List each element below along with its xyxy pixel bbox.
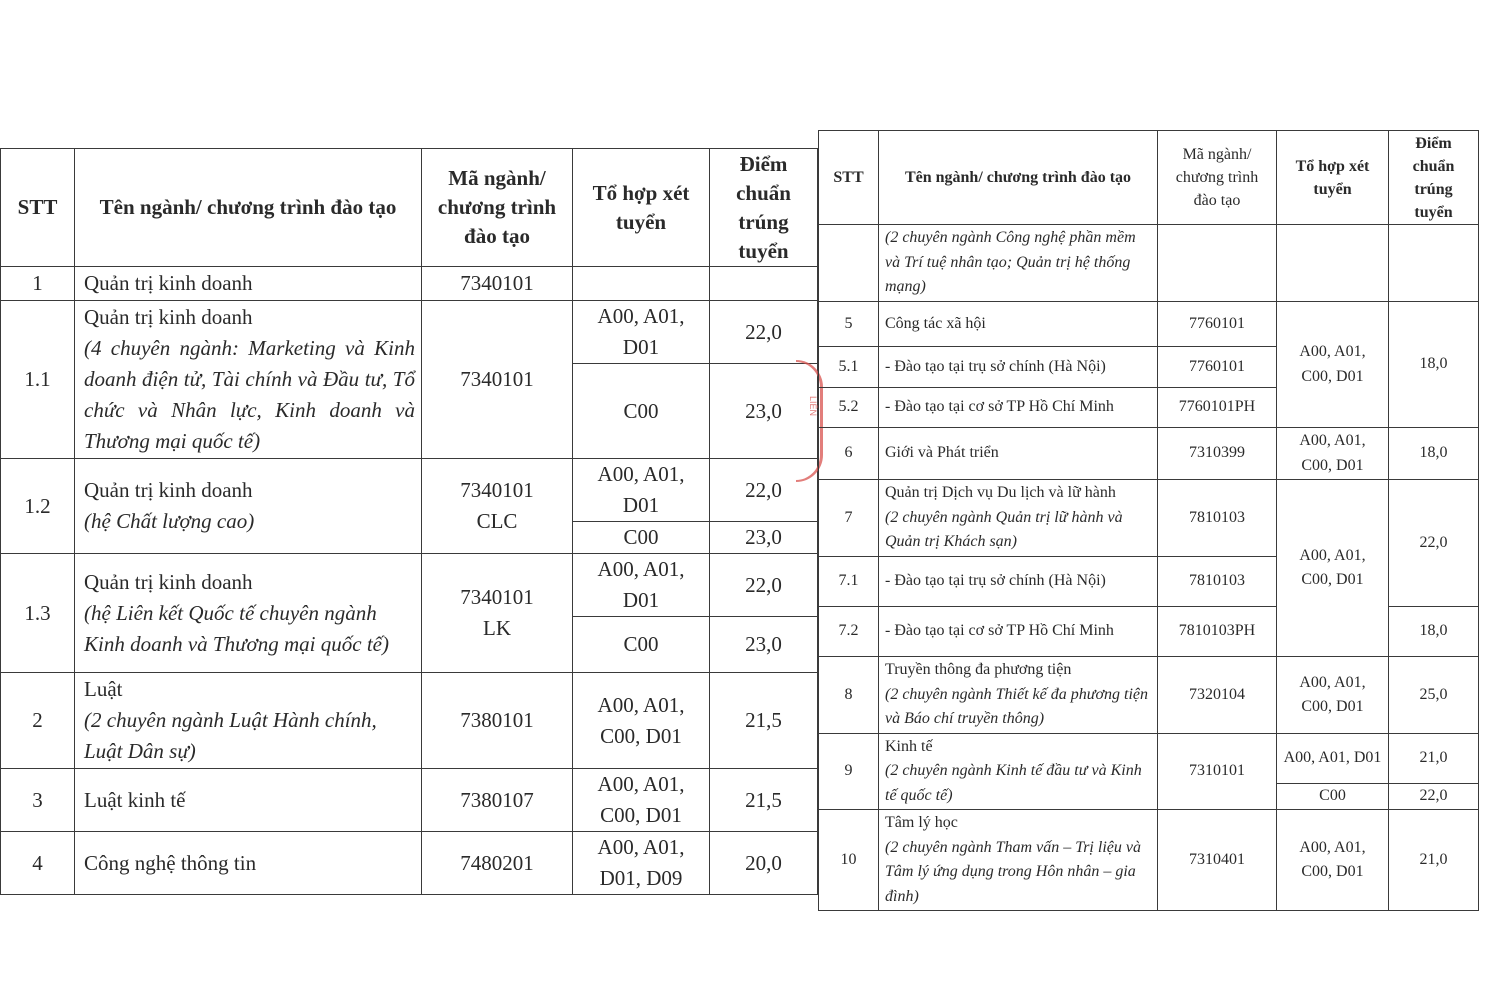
row-stt: 5.1 <box>819 347 879 388</box>
row-combo <box>573 267 710 301</box>
row-name: Quản trị kinh doanh <box>75 267 422 301</box>
header-score: Điểm chuẩn trúng tuyển <box>1389 131 1479 225</box>
row-score: 22,0 <box>710 554 818 617</box>
row-name <box>75 673 422 769</box>
row-combo <box>1277 225 1389 302</box>
program-specializations: (2 chuyên ngành Kinh tế đầu tư và Kinh tế quốc tế) <box>885 762 1142 804</box>
table-row <box>819 302 1479 347</box>
header-code: Mã ngành/ chương trình đào tạo <box>422 149 573 267</box>
table-row <box>819 480 1479 557</box>
row-score: 22,0 <box>710 459 818 522</box>
row-stt: 1.1 <box>1 301 75 459</box>
header-row <box>1 149 818 267</box>
row-code: 7760101PH <box>1158 388 1277 428</box>
program-specializations: (2 chuyên ngành Luật Hành chính, Luật Dân sự) <box>84 708 377 763</box>
program-name: Kinh tế <box>885 737 933 755</box>
row-score <box>1389 225 1479 302</box>
row-name: - Đào tạo tại cơ sở TP Hồ Chí Minh <box>879 607 1158 657</box>
row-stt: 2 <box>1 673 75 769</box>
row-name <box>879 480 1158 557</box>
row-score: 22,0 <box>1389 784 1479 810</box>
row-score: 23,0 <box>710 364 818 459</box>
row-score: 22,0 <box>1389 480 1479 607</box>
row-stt: 8 <box>819 657 879 734</box>
header-combo: Tổ hợp xét tuyển <box>1277 131 1389 225</box>
table-row <box>1 832 818 895</box>
program-name: Quản trị Dịch vụ Du lịch và lữ hành <box>885 484 1116 502</box>
row-score: 23,0 <box>710 522 818 554</box>
row-score: 25,0 <box>1389 657 1479 734</box>
row-combo: A00, A01, D01 <box>1277 734 1389 784</box>
row-name <box>75 554 422 673</box>
row-combo: A00, A01, C00, D01 <box>1277 480 1389 657</box>
row-combo: C00 <box>1277 784 1389 810</box>
table-row <box>1 554 818 617</box>
row-score: 18,0 <box>1389 607 1479 657</box>
row-name <box>879 810 1158 911</box>
row-stt: 1.2 <box>1 459 75 554</box>
row-stt: 7.1 <box>819 557 879 607</box>
row-name: - Đào tạo tại trụ sở chính (Hà Nội) <box>879 347 1158 388</box>
row-code: 7380107 <box>422 769 573 832</box>
header-score: Điểm chuẩn trúng tuyển <box>710 149 818 267</box>
admission-table-right <box>818 130 1479 911</box>
row-code: 7810103 <box>1158 480 1277 557</box>
admission-table-left <box>0 148 818 895</box>
program-specializations: (4 chuyên ngành: Marketing và Kinh doanh điện tử, Tài chính và Đầu tư, Tổ chức và Nhân lực, Kinh doanh và Thương mại quốc tế) <box>84 336 415 453</box>
row-combo: A00, A01, D01 <box>573 301 710 364</box>
row-name: - Đào tạo tại cơ sở TP Hồ Chí Minh <box>879 388 1158 428</box>
header-row <box>819 131 1479 225</box>
program-specializations: (2 chuyên ngành Công nghệ phần mềm và Trí tuệ nhân tạo; Quản trị hệ thống mạng) <box>879 225 1158 302</box>
row-combo: C00 <box>573 364 710 459</box>
row-code: 7760101 <box>1158 302 1277 347</box>
row-code: 7310101 <box>1158 734 1277 810</box>
program-specializations: (hệ Chất lượng cao) <box>84 509 255 533</box>
header-stt: STT <box>1 149 75 267</box>
row-stt: 9 <box>819 734 879 810</box>
table-row <box>819 734 1479 784</box>
program-name: Quản trị kinh doanh <box>84 569 253 594</box>
row-code: 7380101 <box>422 673 573 769</box>
row-code: 7340101 CLC <box>422 459 573 554</box>
row-combo: A00, A01, C00, D01 <box>1277 657 1389 734</box>
row-combo: A00, A01, C00, D01 <box>1277 428 1389 480</box>
row-score: 23,0 <box>710 617 818 673</box>
row-stt: 7 <box>819 480 879 557</box>
row-combo: A00, A01, C00, D01 <box>573 673 710 769</box>
row-combo: A00, A01, C00, D01 <box>1277 302 1389 428</box>
row-score: 18,0 <box>1389 302 1479 428</box>
header-name: Tên ngành/ chương trình đào tạo <box>75 149 422 267</box>
row-combo: A00, A01, D01 <box>573 554 710 617</box>
row-name <box>75 301 422 459</box>
row-combo: A00, A01, C00, D01 <box>1277 810 1389 911</box>
program-name: Luật <box>84 677 123 701</box>
table-row <box>1 769 818 832</box>
row-name: Công nghệ thông tin <box>75 832 422 895</box>
row-name <box>879 734 1158 810</box>
row-stt: 3 <box>1 769 75 832</box>
table-row <box>1 301 818 364</box>
row-code: 7310401 <box>1158 810 1277 911</box>
row-score: 22,0 <box>710 301 818 364</box>
row-name: Công tác xã hội <box>879 302 1158 347</box>
header-combo: Tổ hợp xét tuyển <box>573 149 710 267</box>
row-name <box>75 459 422 554</box>
row-stt: 10 <box>819 810 879 911</box>
row-name <box>879 657 1158 734</box>
row-combo: A00, A01, D01 <box>573 459 710 522</box>
row-stt: 1 <box>1 267 75 301</box>
row-stt: 1.3 <box>1 554 75 673</box>
row-combo: C00 <box>573 617 710 673</box>
table-row <box>819 657 1479 734</box>
row-score: 21,5 <box>710 673 818 769</box>
row-score: 18,0 <box>1389 428 1479 480</box>
table-row <box>1 673 818 769</box>
row-code: 7320104 <box>1158 657 1277 734</box>
table-row <box>819 810 1479 911</box>
header-stt: STT <box>819 131 879 225</box>
program-specializations: (hệ Liên kết Quốc tế chuyên ngành Kinh doanh và Thương mại quốc tế) <box>84 600 389 656</box>
row-stt: 6 <box>819 428 879 480</box>
program-name: Quản trị kinh doanh <box>84 478 253 502</box>
row-name: Luật kinh tế <box>75 769 422 832</box>
table-row <box>819 428 1479 480</box>
row-stt <box>819 225 879 302</box>
header-name: Tên ngành/ chương trình đào tạo <box>879 131 1158 225</box>
table-row <box>1 267 818 301</box>
row-code: 7810103 <box>1158 557 1277 607</box>
stamp-text: LIÊN <box>808 396 818 417</box>
table-row <box>1 459 818 522</box>
row-score: 21,0 <box>1389 734 1479 784</box>
row-stt: 7.2 <box>819 607 879 657</box>
program-specializations: (2 chuyên ngành Tham vấn – Trị liệu và Tâm lý ứng dụng trong Hôn nhân – gia đình) <box>885 838 1141 905</box>
row-code: 7760101 <box>1158 347 1277 388</box>
program-name: Truyền thông đa phương tiện <box>885 661 1072 679</box>
row-code: 7810103PH <box>1158 607 1277 657</box>
row-name: Giới và Phát triển <box>879 428 1158 480</box>
row-score: 21,5 <box>710 769 818 832</box>
row-code: 7340101 <box>422 301 573 459</box>
row-score: 20,0 <box>710 832 818 895</box>
row-code: 7340101 <box>422 267 573 301</box>
row-code: 7480201 <box>422 832 573 895</box>
header-code: Mã ngành/ chương trình đào tạo <box>1158 131 1277 225</box>
row-code <box>1158 225 1277 302</box>
row-stt: 5.2 <box>819 388 879 428</box>
row-combo: A00, A01, C00, D01 <box>573 769 710 832</box>
row-combo: C00 <box>573 522 710 554</box>
row-score <box>710 267 818 301</box>
row-name: - Đào tạo tại trụ sở chính (Hà Nội) <box>879 557 1158 607</box>
row-score: 21,0 <box>1389 810 1479 911</box>
program-name: Tâm lý học <box>885 814 958 831</box>
program-name: Quản trị kinh doanh <box>84 305 253 329</box>
row-combo: A00, A01, D01, D09 <box>573 832 710 895</box>
program-specializations: (2 chuyên ngành Thiết kế đa phương tiện và Báo chí truyền thông) <box>885 685 1148 728</box>
row-stt: 5 <box>819 302 879 347</box>
row-code: 7310399 <box>1158 428 1277 480</box>
row-code: 7340101 LK <box>422 554 573 673</box>
program-specializations: (2 chuyên ngành Quản trị lữ hành và Quản trị Khách sạn) <box>885 508 1123 551</box>
row-stt: 4 <box>1 832 75 895</box>
table-row <box>819 225 1479 302</box>
